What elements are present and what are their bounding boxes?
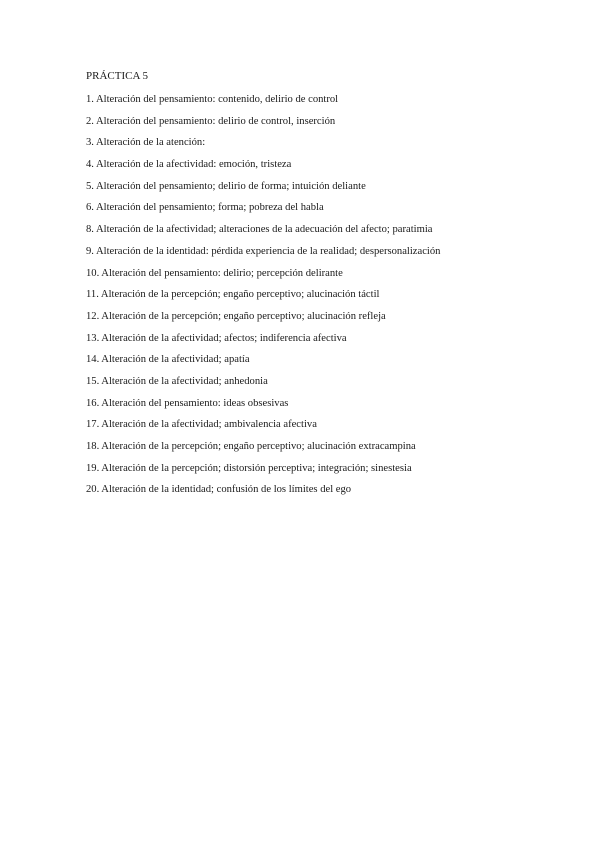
list-item: 5. Alteración del pensamiento; delirio de forma; intuición deliante (86, 180, 366, 192)
list-item: 16. Alteración del pensamiento: ideas obsesivas (86, 397, 289, 409)
list-item: 19. Alteración de la percepción; distorsión perceptiva; integración; sinestesia (86, 462, 412, 474)
list-item: 20. Alteración de la identidad; confusión de los límites del ego (86, 484, 352, 496)
document-title: PRÁCTICA 5 (86, 70, 149, 82)
list-item: 13. Alteración de la afectividad; afectos; indiferencia afectiva (86, 332, 347, 344)
list-item: 11. Alteración de la percepción; engaño perceptivo; alucinación táctil (86, 289, 380, 301)
list-item: 6. Alteración del pensamiento; forma; pobreza del habla (86, 202, 324, 214)
list-item: 9. Alteración de la identidad: pérdida experiencia de la realidad; despersonalización (86, 245, 441, 257)
list-item: 17. Alteración de la afectividad; ambivalencia afectiva (86, 419, 317, 431)
list-item: 12. Alteración de la percepción; engaño perceptivo; alucinación refleja (86, 310, 386, 322)
list-item: 10. Alteración del pensamiento: delirio; percepción delirante (86, 267, 343, 279)
list-item: 1. Alteración del pensamiento: contenido, delirio de control (86, 94, 339, 105)
item-list (86, 93, 440, 505)
list-item: 18. Alteración de la percepción; engaño perceptivo; alucinación extracampina (86, 441, 416, 452)
list-item: 2. Alteración del pensamiento: delirio de control, inserción (86, 115, 336, 127)
list-item: 8. Alteración de la afectividad; alteraciones de la adecuación del afecto; paratimia (86, 224, 433, 236)
list-item: 4. Alteración de la afectividad: emoción, tristeza (86, 159, 292, 171)
list-item: 15. Alteración de la afectividad; anhedonia (86, 375, 268, 387)
list-item: 14. Alteración de la afectividad; apatía (86, 354, 250, 366)
list-item: 3. Alteración de la atención: (86, 137, 206, 149)
